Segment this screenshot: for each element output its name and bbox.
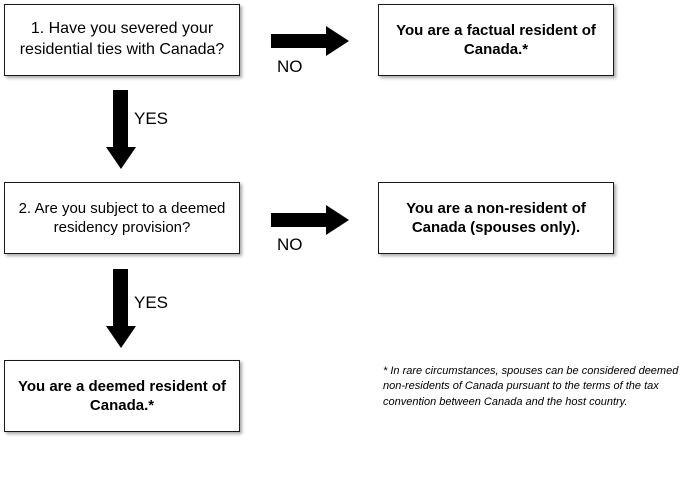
result-deemed-resident-box [4, 360, 240, 432]
label-yes-2: YES [134, 293, 169, 312]
footnote: * In rare circumstances, spouses can be considered deemed non-residents of Canada pursuant to the terms of the tax convention between Canada and the host country. [383, 365, 679, 408]
label-no-2: NO [277, 235, 303, 254]
label-yes-1: YES [134, 109, 169, 128]
question-2-box [4, 182, 240, 254]
arrow-right-no-1 [271, 26, 351, 56]
result-non-resident-text: You are a non-resident of Canada (spouses only). [406, 199, 586, 236]
arrow-down-yes-1 [106, 90, 136, 170]
result-factual-resident-box [378, 4, 614, 76]
arrow-down-yes-2 [106, 269, 136, 349]
question-1-text: 1. Have you severed your residential ties with Canada? [19, 20, 225, 58]
result-factual-resident-text: You are a factual resident of Canada.* [396, 21, 596, 58]
question-1-box [4, 4, 240, 76]
arrow-right-no-2 [271, 205, 351, 235]
result-deemed-resident-text: You are a deemed resident of Canada.* [17, 377, 227, 414]
question-2-text: 2. Are you subject to a deemed residency provision? [18, 199, 226, 236]
result-non-resident-box [378, 182, 614, 254]
label-no-1: NO [277, 57, 303, 76]
